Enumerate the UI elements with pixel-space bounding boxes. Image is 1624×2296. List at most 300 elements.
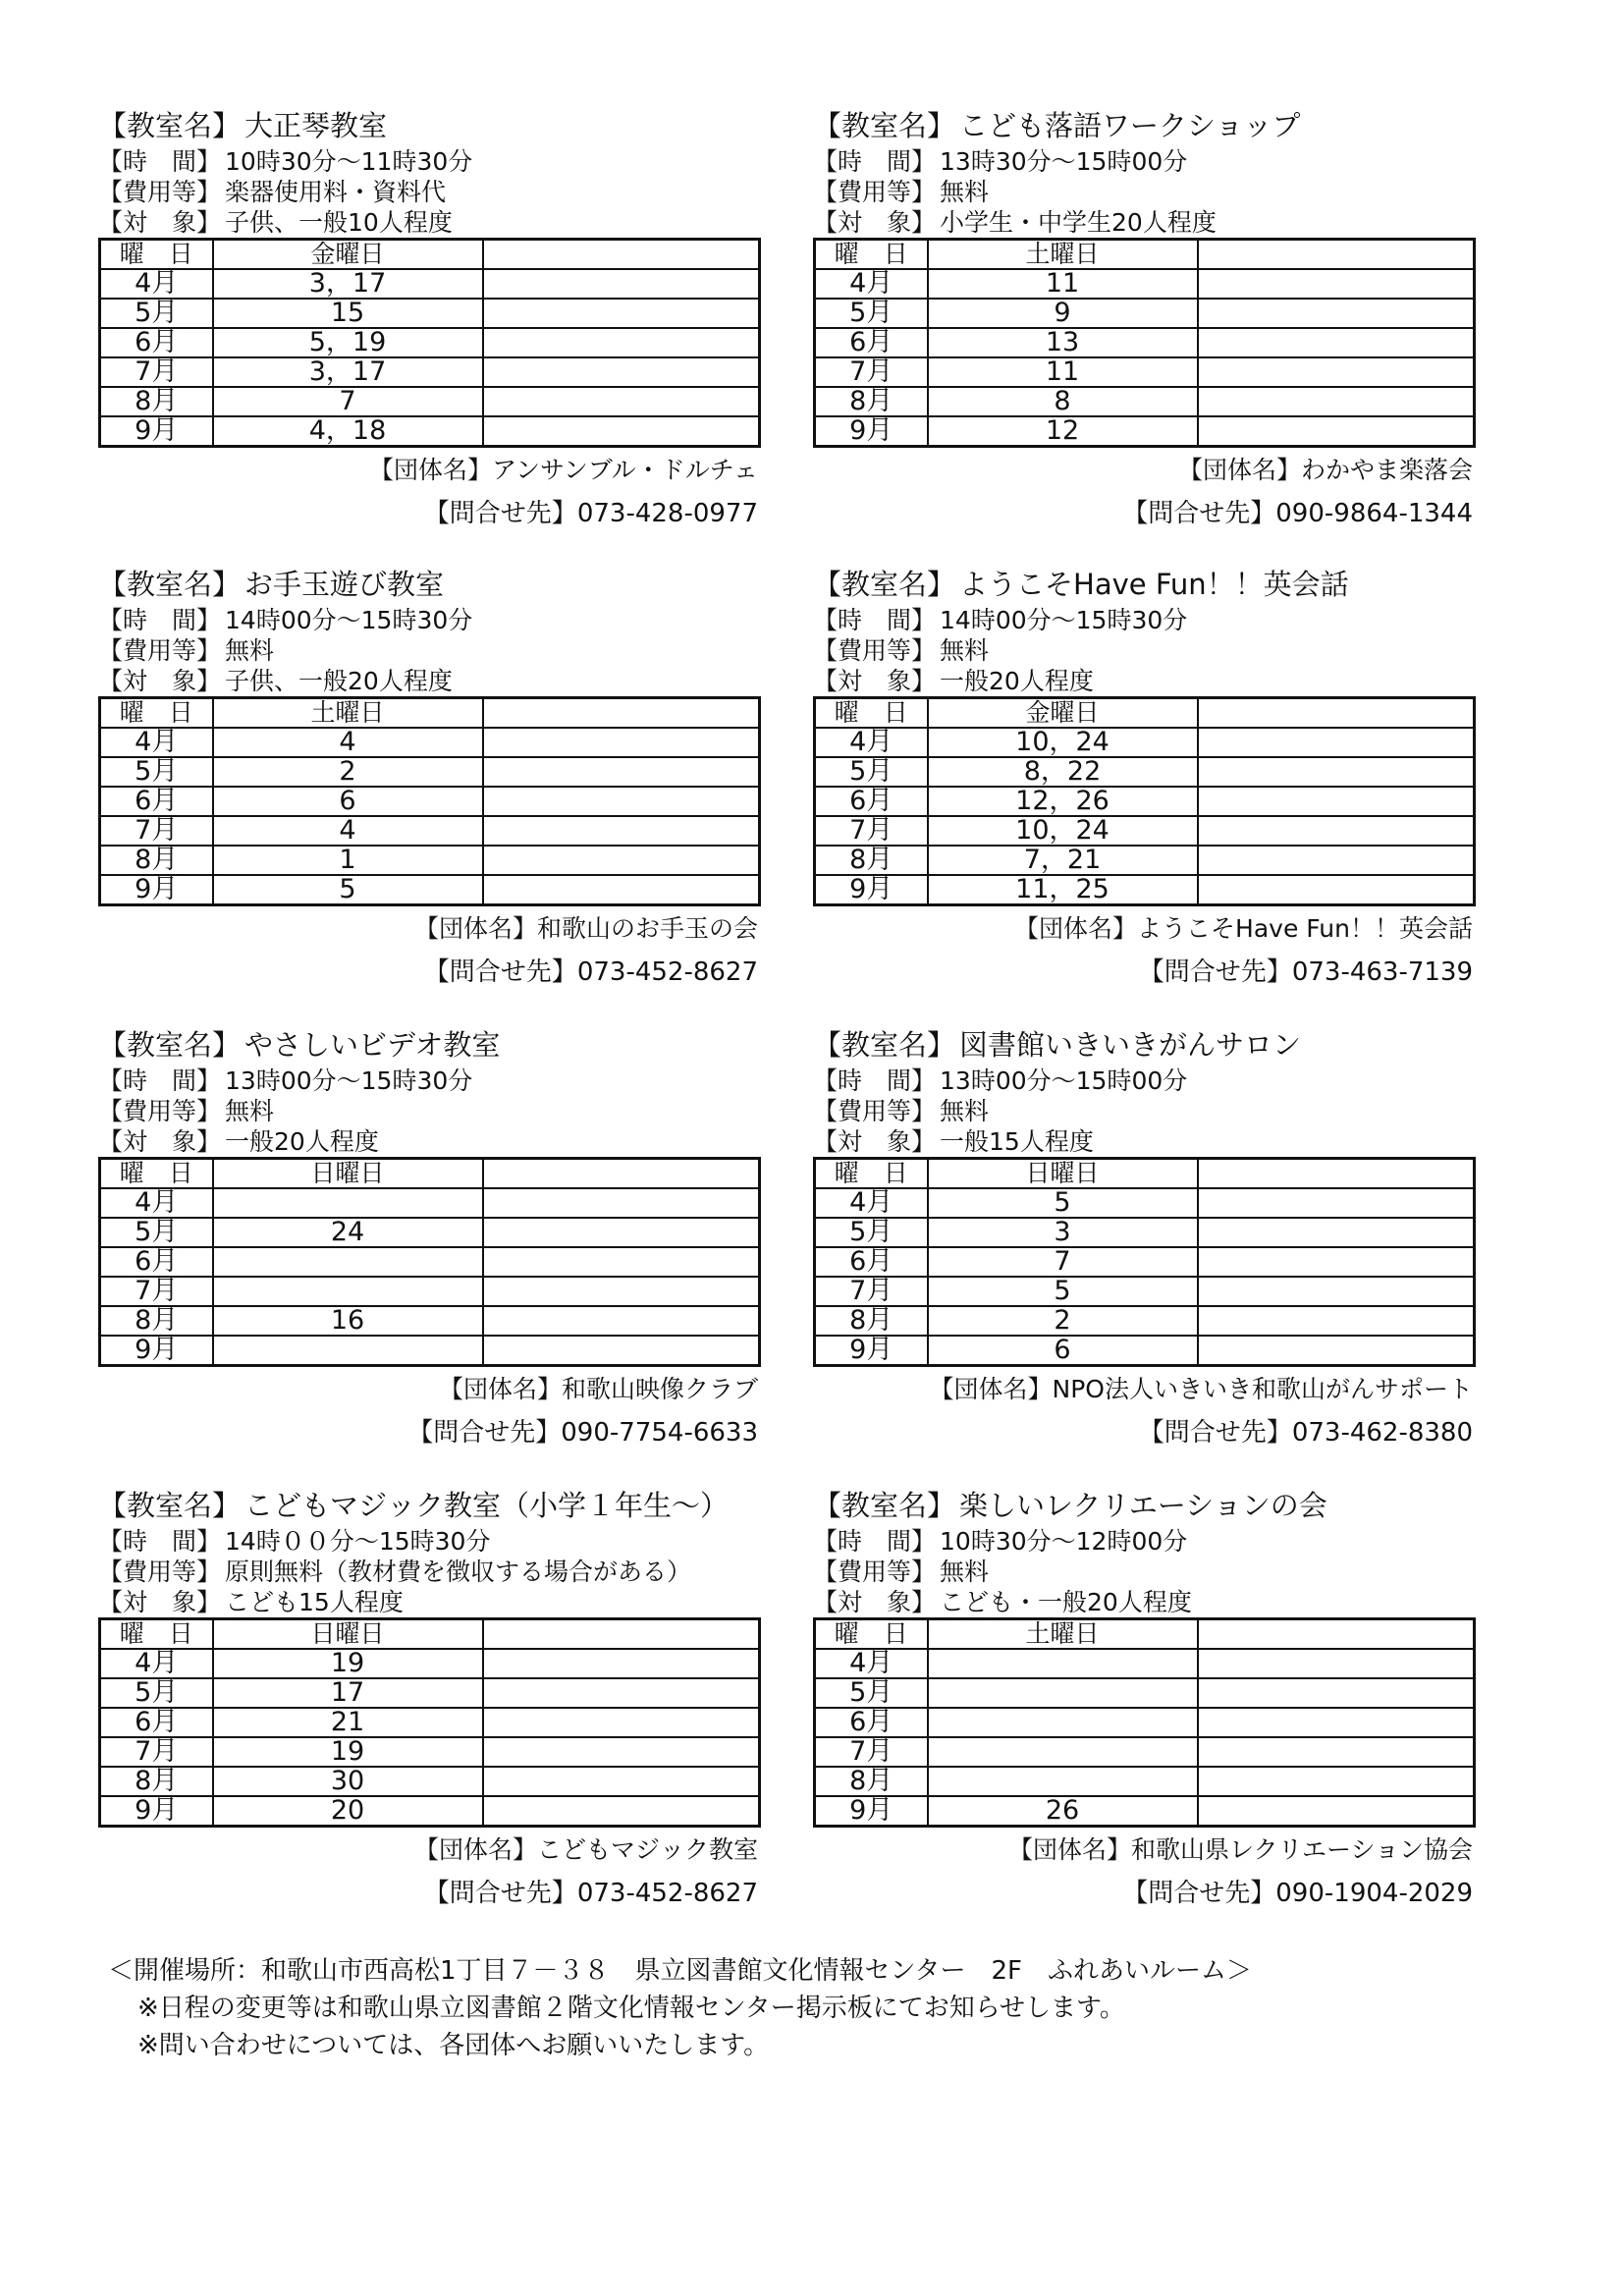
month-cell: 9月 xyxy=(100,875,213,905)
month-cell: 4月 xyxy=(815,1649,928,1678)
empty-cell xyxy=(1198,299,1475,328)
class-name: こどもマジック教室（小学１年生～） xyxy=(244,1489,730,1522)
empty-cell xyxy=(483,1247,760,1277)
contact-row xyxy=(98,1877,758,1910)
schedule-table xyxy=(98,1617,761,1828)
fee-value: 無料 xyxy=(940,1097,990,1125)
date-cell: 5 xyxy=(928,1277,1198,1306)
empty-cell xyxy=(1198,1306,1475,1336)
org-label: 【団体名】 xyxy=(413,914,537,943)
date-cell: 5 xyxy=(213,875,483,905)
month-cell: 7月 xyxy=(100,357,213,387)
class-info xyxy=(813,105,1473,238)
empty-header xyxy=(1198,698,1475,729)
time-label: 【時 間】 xyxy=(98,1066,222,1095)
date-cell: 19 xyxy=(213,1737,483,1767)
class-info xyxy=(98,1485,758,1617)
date-cell: 6 xyxy=(928,1336,1198,1366)
class-name: ようこそHave Fun！！英会話 xyxy=(959,568,1349,601)
schedule-table xyxy=(813,1157,1476,1367)
target-label: 【対 象】 xyxy=(813,208,937,237)
fee-label: 【費用等】 xyxy=(813,1097,937,1125)
contact-row xyxy=(98,1416,758,1449)
day-header: 日曜日 xyxy=(213,1619,483,1650)
month-cell: 7月 xyxy=(815,1737,928,1767)
class-info xyxy=(813,1024,1473,1157)
date-cell: 12 xyxy=(928,416,1198,447)
schedule-header-row xyxy=(100,698,760,729)
org-label: 【団体名】 xyxy=(438,1375,562,1403)
footer xyxy=(108,1952,1252,2064)
date-cell xyxy=(928,1678,1198,1708)
month-cell: 6月 xyxy=(815,328,928,357)
month-cell: 8月 xyxy=(100,1767,213,1796)
month-cell: 5月 xyxy=(815,1218,928,1247)
date-cell xyxy=(928,1649,1198,1678)
month-cell: 9月 xyxy=(815,416,928,447)
org-row xyxy=(98,1833,758,1867)
date-cell xyxy=(928,1767,1198,1796)
schedule-row xyxy=(100,875,760,905)
org-name: こどもマジック教室 xyxy=(536,1835,758,1864)
time-value: 14時００分～15時30分 xyxy=(225,1527,491,1556)
fee-label: 【費用等】 xyxy=(98,636,222,665)
class-info xyxy=(813,1485,1473,1617)
month-cell: 7月 xyxy=(100,816,213,846)
empty-cell xyxy=(483,1218,760,1247)
date-cell: 1 xyxy=(213,846,483,875)
fee-row xyxy=(813,1096,1473,1126)
date-cell: 26 xyxy=(928,1796,1198,1827)
schedule-row xyxy=(815,787,1475,816)
org-name: 和歌山県レクリエーション協会 xyxy=(1130,1835,1473,1864)
day-header: 金曜日 xyxy=(928,698,1198,729)
month-cell: 8月 xyxy=(100,846,213,875)
target-value: 一般15人程度 xyxy=(940,1127,1094,1156)
date-cell xyxy=(928,1737,1198,1767)
date-cell: 11，25 xyxy=(928,875,1198,905)
target-value: 小学生・中学生20人程度 xyxy=(940,208,1217,237)
empty-cell xyxy=(483,1678,760,1708)
month-cell: 6月 xyxy=(100,1708,213,1737)
time-label: 【時 間】 xyxy=(98,1527,222,1556)
empty-cell xyxy=(1198,1737,1475,1767)
schedule-row xyxy=(815,1708,1475,1737)
classroom-label: 【教室名】 xyxy=(98,568,242,601)
day-header: 日曜日 xyxy=(213,1159,483,1189)
date-cell: 20 xyxy=(213,1796,483,1827)
schedule-row xyxy=(815,1247,1475,1277)
schedule-table xyxy=(98,1157,761,1367)
class-title-row xyxy=(98,1485,758,1526)
month-cell: 9月 xyxy=(100,416,213,447)
date-cell: 21 xyxy=(213,1708,483,1737)
org-label: 【団体名】 xyxy=(1014,914,1138,943)
target-label: 【対 象】 xyxy=(98,208,222,237)
contact-row xyxy=(813,1877,1473,1910)
date-cell: 10，24 xyxy=(928,728,1198,757)
target-row xyxy=(813,207,1473,238)
empty-cell xyxy=(483,875,760,905)
weekday-header: 曜 日 xyxy=(815,240,928,270)
empty-cell xyxy=(1198,787,1475,816)
schedule-row xyxy=(100,1767,760,1796)
class-block xyxy=(98,105,758,530)
target-label: 【対 象】 xyxy=(813,1127,937,1156)
date-cell xyxy=(928,1708,1198,1737)
schedule-row xyxy=(100,1218,760,1247)
empty-header xyxy=(1198,1159,1475,1189)
schedule-row xyxy=(100,1678,760,1708)
schedule-table xyxy=(98,696,761,906)
fee-value: 無料 xyxy=(940,178,990,206)
class-block xyxy=(813,1024,1473,1449)
month-cell: 8月 xyxy=(815,1767,928,1796)
contact-label: 【問合せ先】 xyxy=(1138,957,1292,987)
fee-row xyxy=(98,177,758,207)
target-value: こども15人程度 xyxy=(225,1588,404,1616)
schedule-row xyxy=(100,1188,760,1218)
schedule-row xyxy=(815,1649,1475,1678)
date-cell: 11 xyxy=(928,269,1198,299)
class-info xyxy=(98,105,758,238)
contact-label: 【問合せ先】 xyxy=(407,1418,562,1448)
classroom-label: 【教室名】 xyxy=(98,1489,242,1522)
schedule-row xyxy=(100,387,760,416)
schedule-row xyxy=(100,269,760,299)
target-label: 【対 象】 xyxy=(813,667,937,695)
contact-row xyxy=(813,497,1473,530)
schedule-header-row xyxy=(815,1619,1475,1650)
time-label: 【時 間】 xyxy=(98,147,222,176)
fee-label: 【費用等】 xyxy=(813,636,937,665)
schedule-row xyxy=(100,728,760,757)
org-label: 【団体名】 xyxy=(368,456,492,484)
empty-cell xyxy=(1198,1708,1475,1737)
empty-cell xyxy=(483,1336,760,1366)
contact-row xyxy=(98,497,758,530)
month-cell: 6月 xyxy=(815,787,928,816)
time-row xyxy=(98,605,758,635)
empty-cell xyxy=(483,1708,760,1737)
target-row xyxy=(813,666,1473,696)
date-cell xyxy=(213,1247,483,1277)
empty-cell xyxy=(483,1737,760,1767)
weekday-header: 曜 日 xyxy=(100,240,213,270)
fee-row xyxy=(813,1557,1473,1587)
month-cell: 6月 xyxy=(100,1247,213,1277)
schedule-row xyxy=(100,1796,760,1827)
empty-cell xyxy=(483,728,760,757)
empty-header xyxy=(483,698,760,729)
schedule-row xyxy=(100,1247,760,1277)
contact-label: 【問合せ先】 xyxy=(1122,1879,1276,1908)
org-name: ようこそHave Fun！！英会話 xyxy=(1137,914,1473,943)
day-header: 土曜日 xyxy=(928,1619,1198,1650)
month-cell: 9月 xyxy=(815,1796,928,1827)
month-cell: 9月 xyxy=(100,1336,213,1366)
contact-phone: 073-462-8380 xyxy=(1291,1418,1473,1448)
schedule-change-note: ※日程の変更等は和歌山県立図書館２階文化情報センター掲示板にてお知らせします。 xyxy=(137,1994,1125,2023)
contact-phone: 090-1904-2029 xyxy=(1275,1879,1473,1908)
time-row xyxy=(98,1066,758,1096)
time-label: 【時 間】 xyxy=(813,1527,937,1556)
org-label: 【団体名】 xyxy=(413,1835,537,1864)
schedule-row xyxy=(815,1796,1475,1827)
schedule-row xyxy=(100,416,760,447)
date-cell: 6 xyxy=(213,787,483,816)
org-row xyxy=(813,1373,1473,1406)
time-row xyxy=(98,1526,758,1557)
date-cell: 30 xyxy=(213,1767,483,1796)
org-name: NPO法人いきいき和歌山がんサポート xyxy=(1052,1375,1473,1403)
schedule-row xyxy=(815,299,1475,328)
month-cell: 8月 xyxy=(815,1306,928,1336)
schedule-row xyxy=(100,787,760,816)
time-row xyxy=(813,1526,1473,1557)
org-label: 【団体名】 xyxy=(929,1375,1053,1403)
schedule-row xyxy=(100,1277,760,1306)
month-cell: 4月 xyxy=(815,728,928,757)
contact-label: 【問合せ先】 xyxy=(1138,1418,1292,1448)
empty-cell xyxy=(483,1306,760,1336)
empty-cell xyxy=(483,328,760,357)
time-value: 13時00分～15時30分 xyxy=(225,1066,473,1095)
venue-text: ＜開催場所：和歌山市西高松1丁目７－３８ 県立図書館文化情報センター 2F ふれあいルーム＞ xyxy=(108,1956,1253,1986)
target-row xyxy=(813,1587,1473,1617)
schedule-row xyxy=(815,1306,1475,1336)
schedule-row xyxy=(815,1737,1475,1767)
time-value: 13時00分～15時00分 xyxy=(940,1066,1188,1095)
empty-cell xyxy=(483,757,760,787)
target-value: 子供、一般20人程度 xyxy=(225,667,453,695)
classroom-label: 【教室名】 xyxy=(813,568,956,601)
empty-cell xyxy=(483,416,760,447)
class-name: 大正琴教室 xyxy=(244,109,388,142)
month-cell: 6月 xyxy=(815,1247,928,1277)
target-row xyxy=(813,1126,1473,1157)
empty-cell xyxy=(483,816,760,846)
schedule-table xyxy=(813,1617,1476,1828)
empty-cell xyxy=(483,1796,760,1827)
class-name: お手玉遊び教室 xyxy=(244,568,445,601)
month-cell: 9月 xyxy=(100,1796,213,1827)
class-name: 図書館いきいきがんサロン xyxy=(959,1028,1302,1062)
time-label: 【時 間】 xyxy=(813,1066,937,1095)
month-cell: 6月 xyxy=(100,328,213,357)
schedule-row xyxy=(100,1737,760,1767)
org-label: 【団体名】 xyxy=(1177,456,1301,484)
class-info xyxy=(813,564,1473,696)
weekday-header: 曜 日 xyxy=(815,1619,928,1650)
date-cell: 19 xyxy=(213,1649,483,1678)
target-label: 【対 象】 xyxy=(813,1588,937,1616)
contact-label: 【問合せ先】 xyxy=(1122,499,1276,528)
empty-cell xyxy=(1198,357,1475,387)
org-row xyxy=(813,912,1473,946)
time-row xyxy=(813,605,1473,635)
class-title-row xyxy=(813,105,1473,146)
schedule-row xyxy=(100,1708,760,1737)
date-cell: 9 xyxy=(928,299,1198,328)
schedule-row xyxy=(815,1277,1475,1306)
org-name: 和歌山映像クラブ xyxy=(561,1375,758,1403)
class-title-row xyxy=(98,564,758,605)
date-cell: 7，21 xyxy=(928,846,1198,875)
date-cell: 17 xyxy=(213,1678,483,1708)
schedule-row xyxy=(815,1678,1475,1708)
fee-label: 【費用等】 xyxy=(98,178,222,206)
weekday-header: 曜 日 xyxy=(815,698,928,729)
day-header: 土曜日 xyxy=(928,240,1198,270)
empty-cell xyxy=(1198,1767,1475,1796)
target-row xyxy=(98,207,758,238)
class-block xyxy=(813,105,1473,530)
classroom-label: 【教室名】 xyxy=(813,1489,956,1522)
empty-cell xyxy=(483,299,760,328)
empty-cell xyxy=(483,1767,760,1796)
schedule-row xyxy=(815,269,1475,299)
empty-cell xyxy=(1198,1796,1475,1827)
date-cell xyxy=(213,1188,483,1218)
inquiry-note: ※問い合わせについては、各団体へお願いいたします。 xyxy=(137,2031,770,2060)
month-cell: 8月 xyxy=(815,846,928,875)
class-title-row xyxy=(98,105,758,146)
schedule-header-row xyxy=(815,1159,1475,1189)
date-cell: 5 xyxy=(928,1188,1198,1218)
fee-label: 【費用等】 xyxy=(813,1558,937,1586)
classroom-label: 【教室名】 xyxy=(98,109,242,142)
month-cell: 7月 xyxy=(815,1277,928,1306)
target-label: 【対 象】 xyxy=(98,667,222,695)
day-header: 土曜日 xyxy=(213,698,483,729)
empty-header xyxy=(483,1619,760,1650)
date-cell: 4，18 xyxy=(213,416,483,447)
empty-cell xyxy=(1198,757,1475,787)
empty-cell xyxy=(1198,328,1475,357)
classroom-label: 【教室名】 xyxy=(813,1028,956,1062)
fee-row xyxy=(813,635,1473,666)
org-label: 【団体名】 xyxy=(1007,1835,1131,1864)
date-cell: 13 xyxy=(928,328,1198,357)
class-block xyxy=(98,564,758,989)
class-info xyxy=(98,564,758,696)
weekday-header: 曜 日 xyxy=(100,1619,213,1650)
empty-cell xyxy=(1198,728,1475,757)
schedule-row xyxy=(100,1336,760,1366)
schedule-row xyxy=(100,357,760,387)
time-label: 【時 間】 xyxy=(98,606,222,634)
schedule-row xyxy=(815,328,1475,357)
time-value: 14時00分～15時30分 xyxy=(225,606,473,634)
schedule-row xyxy=(815,875,1475,905)
month-cell: 7月 xyxy=(100,1737,213,1767)
contact-phone: 073-428-0977 xyxy=(576,499,758,528)
date-cell: 4 xyxy=(213,816,483,846)
month-cell: 5月 xyxy=(100,1218,213,1247)
month-cell: 6月 xyxy=(100,787,213,816)
month-cell: 5月 xyxy=(815,757,928,787)
fee-value: 原則無料（教材費を徴収する場合がある） xyxy=(225,1558,692,1586)
class-name: 楽しいレクリエーションの会 xyxy=(959,1489,1327,1522)
month-cell: 9月 xyxy=(815,1336,928,1366)
contact-phone: 090-9864-1344 xyxy=(1275,499,1473,528)
date-cell: 24 xyxy=(213,1218,483,1247)
schedule-row xyxy=(100,816,760,846)
month-cell: 4月 xyxy=(100,269,213,299)
schedule-table xyxy=(98,238,761,448)
schedule-header-row xyxy=(815,698,1475,729)
org-row xyxy=(98,454,758,487)
class-block xyxy=(813,564,1473,989)
schedule-row xyxy=(815,757,1475,787)
fee-label: 【費用等】 xyxy=(813,178,937,206)
month-cell: 8月 xyxy=(100,1306,213,1336)
schedule-row xyxy=(815,1218,1475,1247)
class-block xyxy=(98,1024,758,1449)
schedule-header-row xyxy=(100,1619,760,1650)
schedule-row xyxy=(100,846,760,875)
day-header: 日曜日 xyxy=(928,1159,1198,1189)
schedule-row xyxy=(100,1306,760,1336)
empty-cell xyxy=(483,387,760,416)
contact-phone: 073-452-8627 xyxy=(576,1879,758,1908)
schedule-row xyxy=(100,757,760,787)
empty-cell xyxy=(1198,816,1475,846)
month-cell: 4月 xyxy=(100,1188,213,1218)
target-value: こども・一般20人程度 xyxy=(940,1588,1192,1616)
empty-cell xyxy=(1198,846,1475,875)
schedule-row xyxy=(815,1767,1475,1796)
month-cell: 7月 xyxy=(815,816,928,846)
target-row xyxy=(98,1126,758,1157)
contact-label: 【問合せ先】 xyxy=(423,957,577,987)
class-title-row xyxy=(98,1024,758,1066)
date-cell: 8 xyxy=(928,387,1198,416)
date-cell: 10，24 xyxy=(928,816,1198,846)
time-row xyxy=(98,146,758,177)
time-value: 14時00分～15時30分 xyxy=(940,606,1188,634)
schedule-row xyxy=(100,328,760,357)
month-cell: 5月 xyxy=(815,1678,928,1708)
fee-label: 【費用等】 xyxy=(98,1558,222,1586)
schedule-row xyxy=(815,846,1475,875)
contact-label: 【問合せ先】 xyxy=(423,1879,577,1908)
classroom-label: 【教室名】 xyxy=(98,1028,242,1062)
date-cell: 2 xyxy=(213,757,483,787)
fee-label: 【費用等】 xyxy=(98,1097,222,1125)
empty-cell xyxy=(1198,269,1475,299)
fee-value: 楽器使用料・資料代 xyxy=(225,178,447,206)
date-cell: 5，19 xyxy=(213,328,483,357)
contact-phone: 073-452-8627 xyxy=(576,957,758,987)
target-row xyxy=(98,666,758,696)
time-label: 【時 間】 xyxy=(813,147,937,176)
date-cell: 7 xyxy=(928,1247,1198,1277)
month-cell: 5月 xyxy=(100,757,213,787)
class-title-row xyxy=(813,1024,1473,1066)
target-value: 一般20人程度 xyxy=(940,667,1094,695)
time-row xyxy=(813,1066,1473,1096)
time-value: 13時30分～15時00分 xyxy=(940,147,1188,176)
month-cell: 5月 xyxy=(100,1678,213,1708)
schedule-row xyxy=(815,728,1475,757)
time-label: 【時 間】 xyxy=(813,606,937,634)
date-cell: 8，22 xyxy=(928,757,1198,787)
contact-phone: 090-7754-6633 xyxy=(561,1418,758,1448)
classroom-label: 【教室名】 xyxy=(813,109,956,142)
schedule-table xyxy=(813,238,1476,448)
